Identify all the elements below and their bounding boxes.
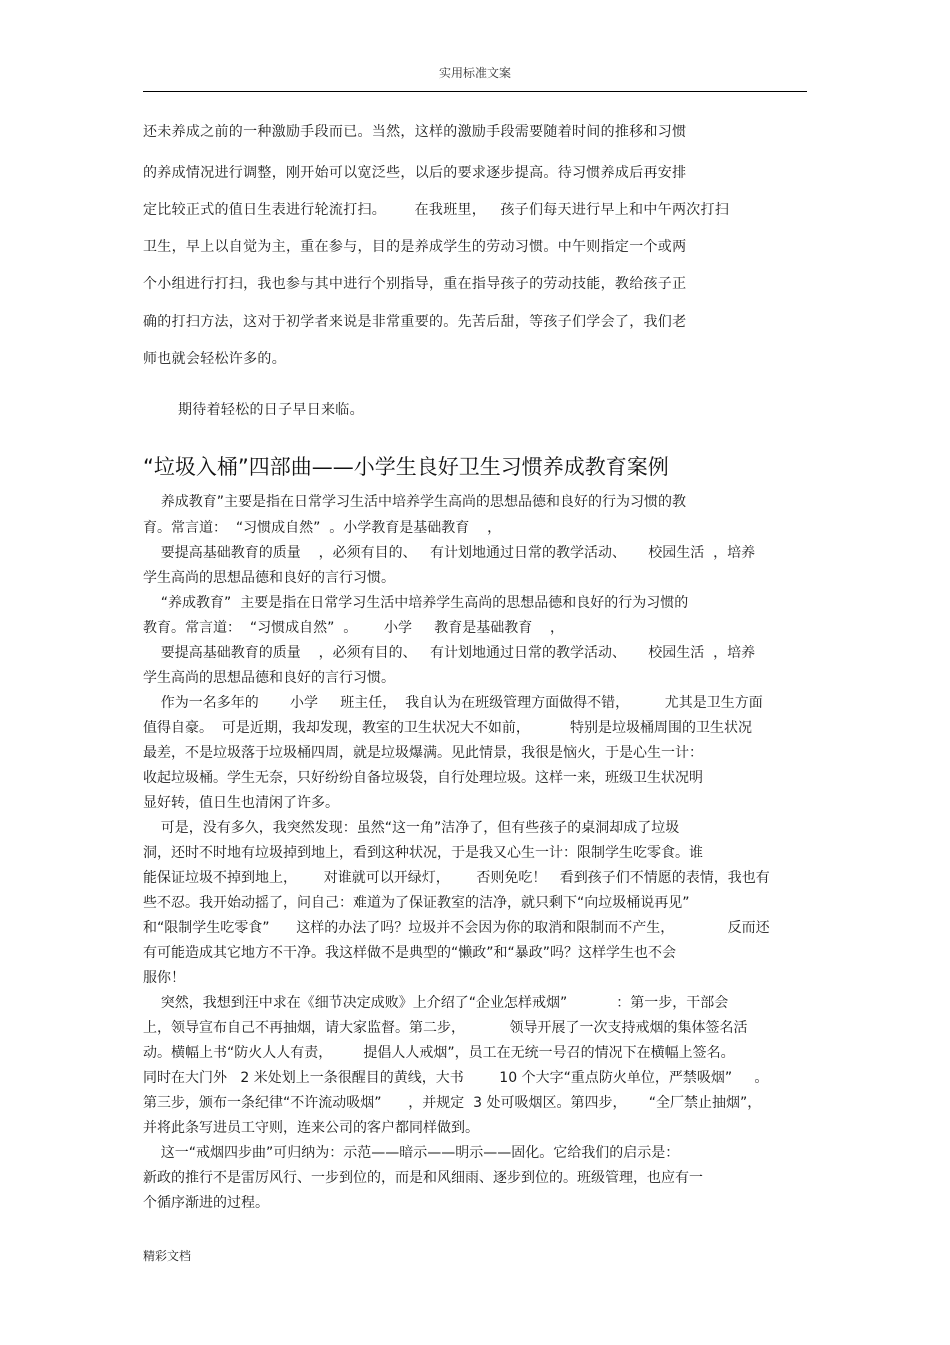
text-line: 值得自豪。 可是近期，我却发现，教室的卫生状况大不如前， 特别是垃圾桶周围的卫生状况 (143, 720, 752, 736)
text-line: 这一“戒烟四步曲”可归纳为：示范——暗示——明示——固化。它给我们的启示是： (143, 1145, 680, 1161)
article-title: “垃圾入桶”四部曲——小学生良好卫生习惯养成教育案例 (143, 455, 669, 479)
text-line: 卫生，早上以自觉为主，重在参与，目的是养成学生的劳动习惯。中午则指定一个或两 (143, 239, 687, 255)
text-line: 还未养成之前的一种激励手段而已。当然，这样的激励手段需要随着时间的推移和习惯 (143, 124, 687, 140)
page-footer: 精彩文档 (143, 1249, 192, 1263)
text-line: 可是，没有多久，我突然发现：虽然“这一角”洁净了，但有些孩子的桌洞却成了垃圾 (143, 820, 680, 836)
text-line: 同时在大门外 2 米处划上一条很醒目的黄线，大书 10 个大字“重点防火单位，严禁吸烟” 。 (143, 1070, 769, 1086)
text-line: 个循序渐进的过程。 (143, 1195, 269, 1211)
text-line: “养成教育” 主要是指在日常学习生活中培养学生高尚的思想品德和良好的行为习惯的 (143, 595, 689, 611)
text-line: 服你！ (143, 970, 185, 986)
text-line: 能保证垃圾不掉到地上， 对谁就可以开绿灯， 否则免吃！ 看到孩子们不情愿的表情，我也有 (143, 870, 770, 886)
text-line: 有可能造成其它地方不干净。我这样做不是典型的“懒政”和“暴政”吗？这样学生也不会 (143, 945, 677, 961)
text-line: 个小组进行打扫，我也参与其中进行个别指导，重在指导孩子的劳动技能，教给孩子正 (143, 276, 687, 292)
text-line: 突然，我想到汪中求在《细节决定成败》上介绍了“企业怎样戒烟” ：第一步，干部会 (143, 995, 729, 1011)
header-divider (143, 91, 807, 92)
text-line: 确的打扫方法，这对于初学者来说是非常重要的。先苦后甜，等孩子们学会了，我们老 (143, 314, 687, 330)
text-line: 洞，还时不时地有垃圾掉到地上，看到这种状况，于是我又心生一计：限制学生吃零食。谁 (143, 845, 703, 861)
text-line: 显好转，值日生也清闲了许多。 (143, 795, 339, 811)
text-line: 上，领导宣布自己不再抽烟，请大家监督。第二步， 领导开展了一次支持戒烟的集体签名活 (143, 1020, 748, 1036)
text-line: 师也就会轻松许多的。 (143, 351, 286, 367)
text-line: 教育。常言道： “习惯成自然” 。 小学 教育是基础教育 ， (143, 620, 565, 636)
text-line: 学生高尚的思想品德和良好的言行习惯。 (143, 670, 395, 686)
text-line: 养成教育”主要是指在日常学习生活中培养学生高尚的思想品德和良好的行为习惯的教 (143, 494, 687, 510)
text-line: 育。常言道： “习惯成自然” 。小学教育是基础教育 ， (143, 520, 502, 536)
text-line: 并将此条写进员工守则，连来公司的客户都同样做到。 (143, 1120, 479, 1136)
text-line: 作为一名多年的 小学 班主任， 我自认为在班级管理方面做得不错， 尤其是卫生方面 (143, 695, 763, 711)
text-line: 最差，不是垃圾落于垃圾桶四周，就是垃圾爆满。见此情景，我很是恼火，于是心生一计： (143, 745, 703, 761)
text-line: 些不忍。我开始动摇了，问自己：难道为了保证教室的洁净，就只剩下“向垃圾桶说再见” (143, 895, 690, 911)
text-line: 动。横幅上书“防火人人有责， 提倡人人戒烟”，员工在无统一号召的情况下在横幅上签名。 (143, 1045, 735, 1061)
text-line: 要提高基础教育的质量 ，必须有目的、 有计划地通过日常的教学活动、 校园生活 ，培养 (143, 645, 756, 661)
text-line: 第三步，颁布一条纪律“不许流动吸烟” ，并规定 3 处可吸烟区。第四步， “全厂禁止抽烟”， (143, 1095, 762, 1111)
text-line: 收起垃圾桶。学生无奈，只好纷纷自备垃圾袋，自行处理垃圾。这样一来，班级卫生状况明 (143, 770, 703, 786)
text-line: 要提高基础教育的质量 ，必须有目的、 有计划地通过日常的教学活动、 校园生活 ，培养 (143, 545, 756, 561)
text-line: 定比较正式的值日生表进行轮流打扫。 在我班里， 孩子们每天进行早上和中午两次打扫 (143, 202, 730, 218)
page-header: 实用标准文案 (438, 66, 511, 80)
text-line: 学生高尚的思想品德和良好的言行习惯。 (143, 570, 395, 586)
text-line: 和“限制学生吃零食” 这样的办法了吗？垃圾并不会因为你的取消和限制而不产生， 反而还 (143, 920, 770, 936)
text-line: 新政的推行不是雷厉风行、一步到位的，而是和风细雨、逐步到位的。班级管理，也应有一 (143, 1170, 703, 1186)
text-line: 的养成情况进行调整，刚开始可以宽泛些，以后的要求逐步提高。待习惯养成后再安排 (143, 165, 687, 181)
closing-line: 期待着轻松的日子早日来临。 (178, 402, 364, 418)
